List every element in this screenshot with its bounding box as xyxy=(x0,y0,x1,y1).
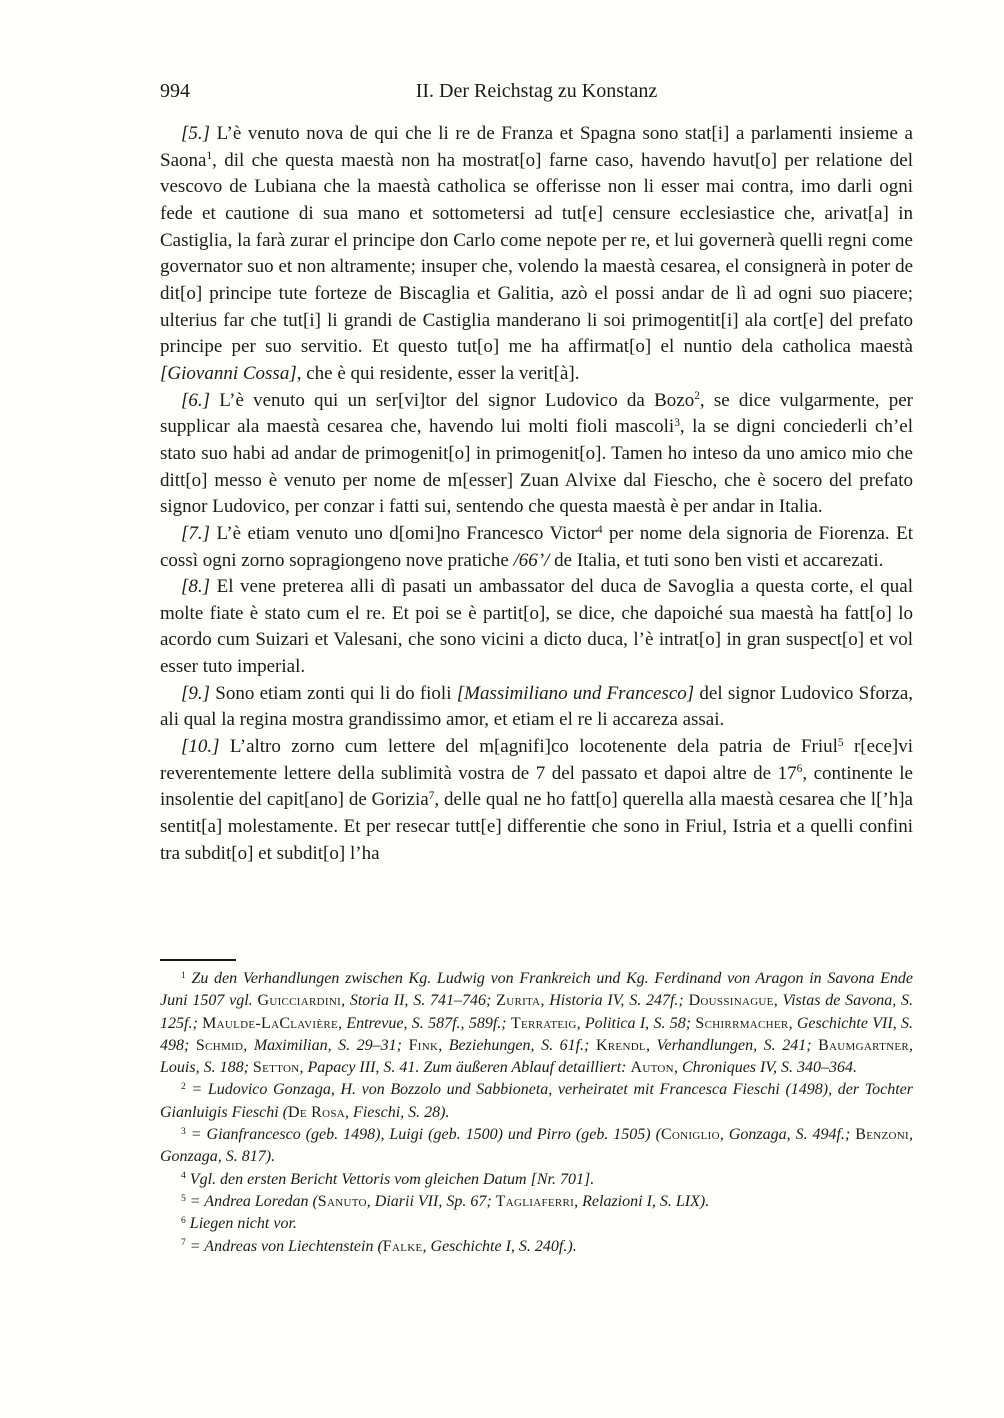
footnote-marker: 6 xyxy=(796,763,803,776)
footnote-list xyxy=(160,968,913,1258)
text-segment: Zu den Verhandlungen zwischen Kg. Ludwig von Frankreich und Kg. Ferdinand von Aragon in Savona Ende Juni 1507 vgl. xyxy=(160,970,913,1010)
text-segment: , Entrevue, S. 587f., 589f.; xyxy=(338,1014,511,1032)
running-head xyxy=(160,80,913,106)
text-segment: , Vistas de Savona, S. 125f.; xyxy=(160,992,914,1032)
paragraph xyxy=(160,388,913,521)
footnote xyxy=(160,1213,913,1235)
text-segment: [6.] xyxy=(181,389,211,411)
body-text xyxy=(160,121,913,867)
footnote-marker: 7 xyxy=(428,790,435,803)
text-segment: Baumgartner xyxy=(818,1036,910,1054)
text-segment: [5.] xyxy=(181,123,211,144)
text-segment: [9.] xyxy=(181,682,211,704)
text-segment: [8.] xyxy=(181,576,211,598)
text-segment: , che è qui residente, esser la verit[à]. xyxy=(296,362,580,384)
text-segment: = Andrea Loredan ( xyxy=(185,1192,318,1210)
footnote-marker: 5 xyxy=(837,736,844,749)
footnote xyxy=(160,1236,913,1258)
text-segment: r[ece]vi reverentemente lettere della sublimità vostra de 7 del passato et dapoi altre de 17 xyxy=(160,736,914,784)
text-segment: Tagliaferri xyxy=(495,1192,575,1210)
text-segment: del signor Ludovico Sforza, ali qual la regina mostra grandissimo amor, et etiam el re li accareza assai. xyxy=(160,682,914,731)
paragraph xyxy=(160,734,913,867)
text-segment: , Historia IV, S. 247f.; xyxy=(540,992,689,1010)
text-segment: Zurita xyxy=(496,992,541,1010)
footnote xyxy=(160,1124,913,1169)
footnote-marker: 7 xyxy=(181,1237,186,1249)
footnote-marker: 2 xyxy=(181,1081,186,1093)
page-number: 994 xyxy=(160,80,190,102)
text-segment: , Papacy III, S. 41. Zum äußeren Ablauf detailliert: xyxy=(299,1059,631,1077)
text-segment: = Andreas von Liechtenstein ( xyxy=(185,1237,383,1255)
footnote xyxy=(160,1079,913,1124)
text-segment: = Ludovico Gonzaga, H. von Bozzolo und Sabbioneta, verheiratet mit Francesca Fieschi (1498), der Tochter Gianluigis Fieschi ( xyxy=(160,1081,913,1121)
text-segment: de Italia, et tuti sono ben visti et accarezati. xyxy=(549,549,884,571)
text-segment: Fink xyxy=(408,1036,439,1054)
text-segment: Vgl. den ersten Bericht Vettoris vom gleichen Datum [Nr. 701]. xyxy=(185,1170,595,1188)
footnote xyxy=(160,968,913,1079)
text-segment: L’altro zorno cum lettere del m[agnifi]co locotenente dela patria de Friul xyxy=(219,736,838,758)
text-segment: /66’/ xyxy=(513,549,550,571)
text-segment: , Fieschi, S. 28). xyxy=(345,1103,450,1121)
text-segment: , Politica I, S. 58; xyxy=(576,1014,696,1032)
text-segment: L’è etiam venuto uno d[omi]no Francesco Victor xyxy=(210,522,597,544)
paragraph xyxy=(160,521,913,574)
text-segment: , Louis, S. 188; xyxy=(160,1036,914,1077)
footnote-marker: 4 xyxy=(181,1170,186,1182)
text-segment: Sanuto xyxy=(317,1192,367,1210)
footnote-marker: 3 xyxy=(181,1125,186,1137)
text-segment: , Geschichte I, S. 240f.). xyxy=(422,1237,577,1255)
footnote-marker: 1 xyxy=(181,969,186,981)
text-segment: L’è venuto nova de qui che li re de Franza et Spagna sono stat[i] a parlamenti insieme a Saona xyxy=(160,123,913,171)
footnote xyxy=(160,1169,913,1191)
text-segment: Doussinague xyxy=(688,992,774,1010)
footnote-marker: 5 xyxy=(181,1192,186,1204)
footnote-marker: 2 xyxy=(694,390,700,403)
text-segment: , Geschichte VII, S. 498; xyxy=(160,1014,913,1054)
footnote-marker: 3 xyxy=(674,416,680,429)
text-segment: per nome dela signoria de Fiorenza. Et cossì ogni zorno sopragiongeno nove pratiche xyxy=(160,522,914,571)
text-segment: , Beziehungen, S. 61f.; xyxy=(438,1036,596,1054)
text-segment: Schirrmacher xyxy=(695,1014,789,1032)
text-segment: Schmid xyxy=(195,1036,244,1054)
footnote xyxy=(160,1191,913,1213)
footnote-separator xyxy=(160,959,236,961)
text-segment: , Diarii VII, Sp. 67; xyxy=(366,1192,496,1210)
text-segment: , se dice vulgarmente, per supplicar ala maestà cesarea che, havendo lui molti fioli mascoli xyxy=(160,389,913,438)
text-segment: De Rosa xyxy=(287,1103,346,1121)
text-segment: , continente le insolentie del capit[ano] de Gorizia xyxy=(160,762,913,811)
text-segment: , Verhandlungen, S. 241; xyxy=(645,1036,819,1054)
text-segment: [10.] xyxy=(181,736,220,758)
text-segment: , Storia II, S. 741–746; xyxy=(341,992,497,1010)
text-segment: , la se digni conciederli ch’el stato suo habi ad andar de primogenit[o] in primogenit[o]. Tamen ho inteso da uno amico mio che ditt[o] messo è venuto per nome de m[esser] Zuan Alvixe dal Fiescho, che è socero del prefato signor Ludovico, per conzar i fatti sui, sentendo che questa maestà è per andar in Italia. xyxy=(160,416,914,518)
text-segment: [Massimiliano und Francesco] xyxy=(456,682,695,704)
text-segment: Sono etiam zonti qui li do fioli xyxy=(210,682,457,704)
text-segment: , Gonzaga, S. 817). xyxy=(160,1126,914,1166)
text-segment: Coniglio xyxy=(660,1126,720,1144)
text-segment: El vene preterea alli dì pasati un ambassator del duca de Savoglia a questa corte, el qual molte fiate è stato cum el re. Et poi se è partit[o], se dice, che dapoiché sua maestà ha fatt[o] lo acordo cum Suizari et Valesani, che sono vicini a dicto duca, l’è intrat[o] in gran suspect[o] et vol esser tuto imperial. xyxy=(160,576,913,678)
text-segment: , dil che questa maestà non ha mostrat[o] farne caso, havendo havut[o] per relatione del vescovo de Lubiana che la maestà catholica se offerisse non li esser mai contra, imo darli ogni fede et cautione di sua mano et sottometersi ad tut[e] censure ecclesiastice che, arivat[a] in Castiglia, la farà zurar el principe don Carlo come nepote per re, et lui governerà quelli regni come governator suo et non altramente; insuper che, volendo la maestà cesarea, el consignerà in poter de dit[o] principe tute forteze de Biscaglia et Galitia, azò el possi andar de lì ad ogni suo piacere; ulterius far che tut[i] li grandi de Castiglia manderano li soi primogentit[i] ala cort[e] del prefato principe per suo servitio. Et questo tut[o] me ha affirmat[o] el nuntio dela catholica maestà xyxy=(160,149,913,358)
paragraph xyxy=(160,681,913,734)
text-segment: = Gianfrancesco (geb. 1498), Luigi (geb. 1500) und Pirro (geb. 1505) ( xyxy=(185,1126,661,1144)
text-segment: [Giovanni Cossa] xyxy=(160,362,297,384)
footnote-marker: 6 xyxy=(181,1215,186,1226)
text-segment: Maulde-LaClavière xyxy=(202,1014,339,1032)
text-segment: L’è venuto qui un ser[vi]tor del signor Ludovico da Bozo xyxy=(210,389,695,411)
text-segment: , Relazioni I, S. LIX). xyxy=(574,1192,710,1210)
text-segment: Terrateig xyxy=(510,1014,577,1032)
footnote-marker: 1 xyxy=(206,150,213,163)
text-segment: Krendl xyxy=(595,1036,646,1054)
text-segment: Liegen nicht vor. xyxy=(185,1215,297,1233)
text-segment: , delle qual ne ho fatt[o] querella alla maestà cesarea che l[’h]a sentit[a] molestamente. Et per resecar tutt[e] differentie che sono in Friul, Istria et a quelli confini tra subdit[o] et subdit[o] l’ha xyxy=(160,789,913,864)
text-segment: , Gonzaga, S. 494f.; xyxy=(719,1126,856,1144)
text-segment: , Maximilian, S. 29–31; xyxy=(243,1036,409,1054)
text-segment: Guicciardini xyxy=(257,992,342,1010)
footnotes-section xyxy=(160,949,913,1258)
paragraph xyxy=(160,574,913,681)
footnote-marker: 4 xyxy=(596,523,603,536)
text-segment: Falke xyxy=(382,1237,423,1255)
running-title: II. Der Reichstag zu Konstanz xyxy=(415,80,658,102)
text-segment: Benzoni xyxy=(855,1126,910,1144)
text-segment: [7.] xyxy=(181,522,211,544)
paragraph xyxy=(160,121,913,388)
text-segment: Auton xyxy=(630,1059,674,1077)
text-segment: Setton xyxy=(252,1059,300,1077)
text-segment: , Chroniques IV, S. 340–364. xyxy=(673,1059,858,1077)
